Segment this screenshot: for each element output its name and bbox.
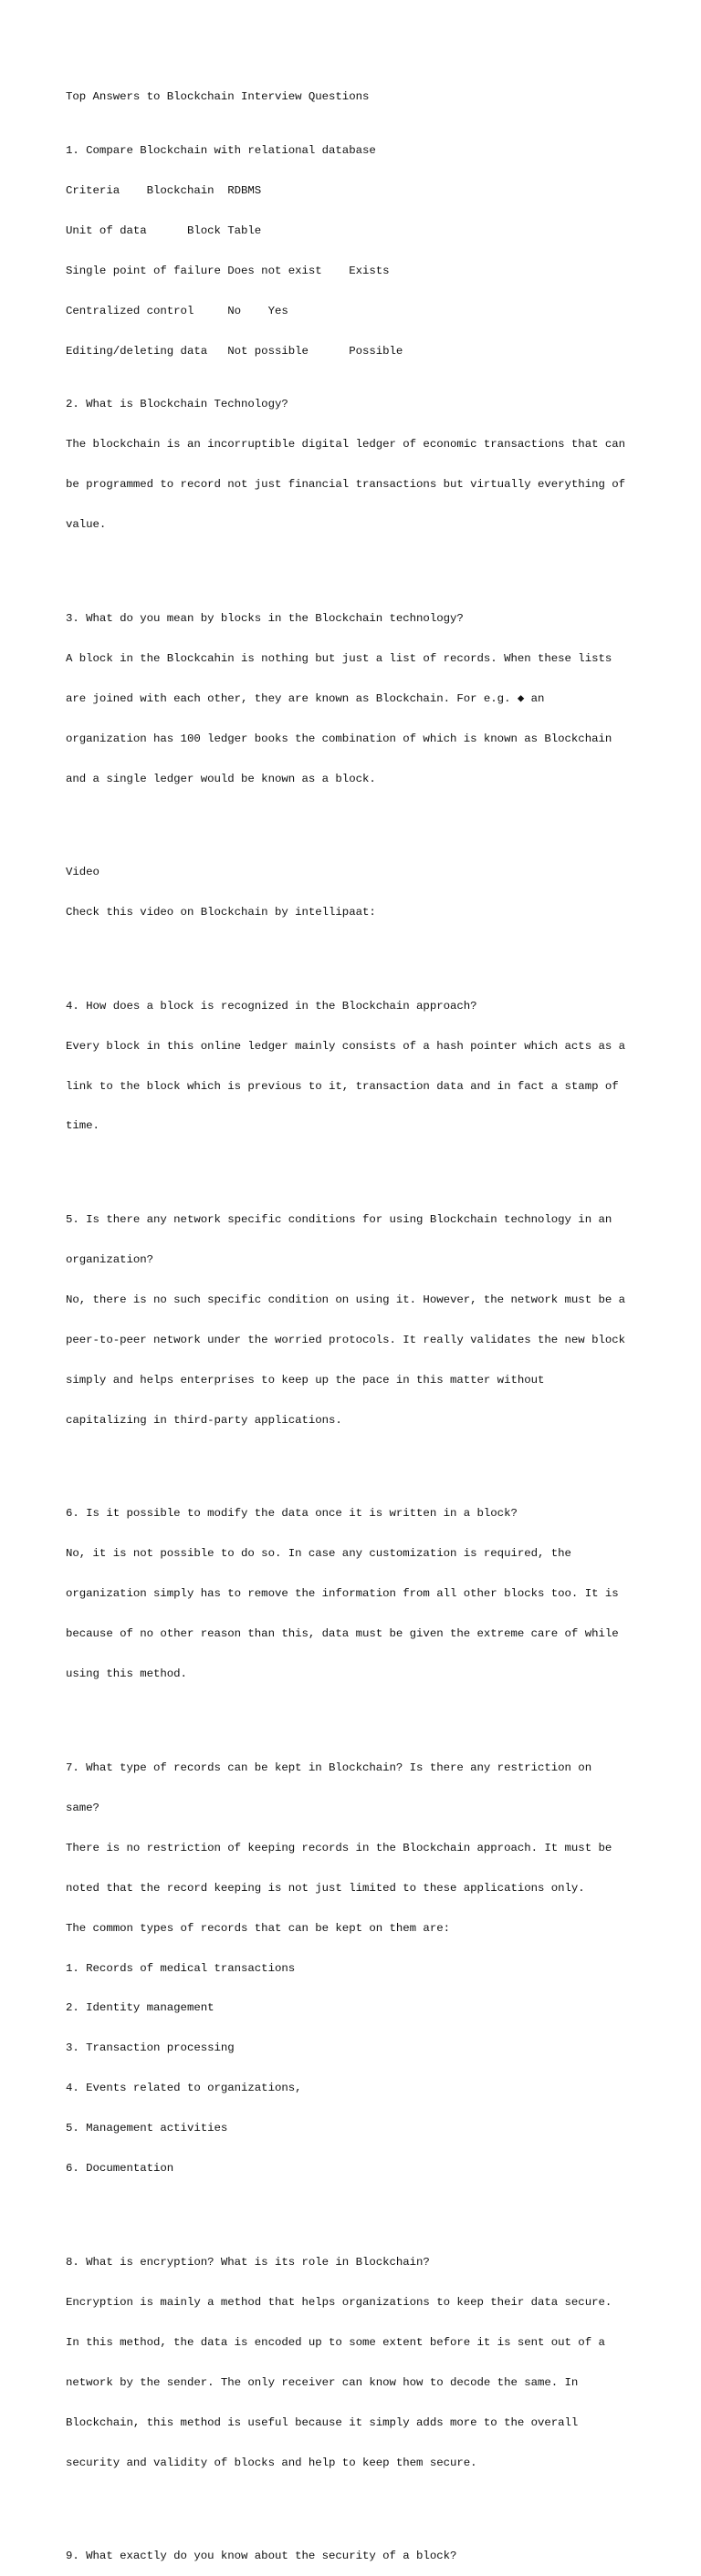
answer-8-line: network by the sender. The only receiver can know how to decode the same. In bbox=[66, 2375, 579, 2389]
answer-2-line: be programmed to record not just financial transactions but virtually everything of bbox=[66, 478, 626, 492]
answer-4-line: Every block in this online ledger mainly consists of a hash pointer which acts as a bbox=[66, 1039, 626, 1053]
answer-5-line: simply and helps enterprises to keep up the pace in this matter without bbox=[66, 1373, 545, 1387]
answer-8-line: In this method, the data is encoded up to some extent before it is sent out of a bbox=[66, 2335, 605, 2349]
spacer bbox=[66, 1708, 686, 1721]
comparison-table-header: Criteria Blockchain RDBMS bbox=[66, 183, 262, 197]
answer-8-line: Blockchain, this method is useful because it simply adds more to the overall bbox=[66, 2415, 579, 2429]
question-9: 9. What exactly do you know about the security of a block? bbox=[66, 2550, 457, 2563]
question-5: 5. Is there any network specific conditions for using Blockchain technology in an bbox=[66, 1213, 612, 1227]
question-4: 4. How does a block is recognized in the Blockchain approach? bbox=[66, 999, 477, 1013]
list-item: 2. Identity management bbox=[66, 2001, 214, 2015]
list-item: 1. Records of medical transactions bbox=[66, 1961, 296, 1975]
answer-2-line: value. bbox=[66, 518, 107, 532]
answer-7-line: The common types of records that can be kept on them are: bbox=[66, 1921, 450, 1935]
question-7: same? bbox=[66, 1801, 99, 1814]
question-3: 3. What do you mean by blocks in the Blockchain technology? bbox=[66, 611, 464, 625]
answer-8-line: security and validity of blocks and help to keep them secure. bbox=[66, 2456, 477, 2469]
answer-2-line: The blockchain is an incorruptible digital ledger of economic transactions that can bbox=[66, 438, 626, 452]
answer-3-line: A block in the Blockcahin is nothing but just a list of records. When these lists bbox=[66, 651, 612, 665]
answer-6-line: using this method. bbox=[66, 1667, 187, 1681]
question-6: 6. Is it possible to modify the data once it is written in a block? bbox=[66, 1507, 518, 1521]
answer-6-line: organization simply has to remove the information from all other blocks too. It is bbox=[66, 1587, 619, 1601]
answer-5-line: peer-to-peer network under the worried protocols. It really validates the new block bbox=[66, 1333, 626, 1346]
answer-4-line: time. bbox=[66, 1119, 99, 1133]
document-page bbox=[66, 64, 686, 2576]
list-item: 3. Transaction processing bbox=[66, 2041, 235, 2055]
spacer bbox=[66, 2497, 686, 2510]
answer-6-line: No, it is not possible to do so. In case any customization is required, the bbox=[66, 1547, 571, 1561]
answer-7-line: noted that the record keeping is not just limited to these applications only. bbox=[66, 1881, 585, 1895]
answer-3-line: organization has 100 ledger books the combination of which is known as Blockchain bbox=[66, 732, 612, 745]
answer-8-line: Encryption is mainly a method that helps organizations to keep their data secure. bbox=[66, 2295, 612, 2309]
spacer bbox=[66, 1159, 686, 1173]
question-8: 8. What is encryption? What is its role in Blockchain? bbox=[66, 2255, 430, 2269]
comparison-table-row: Single point of failure Does not exist Exists bbox=[66, 264, 390, 277]
answer-4-line: link to the block which is previous to it, transaction data and in fact a stamp of bbox=[66, 1079, 619, 1093]
answer-5-line: capitalizing in third-party applications. bbox=[66, 1413, 342, 1427]
question-7: 7. What type of records can be kept in Blockchain? Is there any restriction on bbox=[66, 1761, 592, 1774]
comparison-table-row: Centralized control No Yes bbox=[66, 304, 288, 317]
video-text: Check this video on Blockchain by intellipaat: bbox=[66, 906, 376, 919]
spacer bbox=[66, 2202, 686, 2216]
spacer bbox=[66, 558, 686, 572]
list-item: 6. Documentation bbox=[66, 2162, 174, 2176]
answer-7-line: There is no restriction of keeping records in the Blockchain approach. It must be bbox=[66, 1841, 612, 1854]
question-5: organization? bbox=[66, 1252, 154, 1266]
question-1: 1. Compare Blockchain with relational database bbox=[66, 143, 376, 157]
spacer bbox=[66, 946, 686, 960]
list-item: 4. Events related to organizations, bbox=[66, 2082, 302, 2095]
answer-5-line: No, there is no such specific condition on using it. However, the network must be a bbox=[66, 1293, 626, 1306]
question-2: 2. What is Blockchain Technology? bbox=[66, 398, 288, 411]
answer-3-line: and a single ledger would be known as a block. bbox=[66, 772, 376, 785]
list-item: 5. Management activities bbox=[66, 2122, 228, 2135]
comparison-table-row: Unit of data Block Table bbox=[66, 223, 262, 237]
answer-3-line: are joined with each other, they are known as Blockchain. For e.g. ◆ an bbox=[66, 691, 545, 705]
document-title: Top Answers to Blockchain Interview Questions bbox=[66, 90, 370, 104]
spacer bbox=[66, 812, 686, 826]
comparison-table-row: Editing/deleting data Not possible Possible bbox=[66, 344, 403, 358]
answer-6-line: because of no other reason than this, data must be given the extreme care of while bbox=[66, 1627, 619, 1641]
spacer bbox=[66, 1454, 686, 1468]
video-heading: Video bbox=[66, 866, 99, 879]
